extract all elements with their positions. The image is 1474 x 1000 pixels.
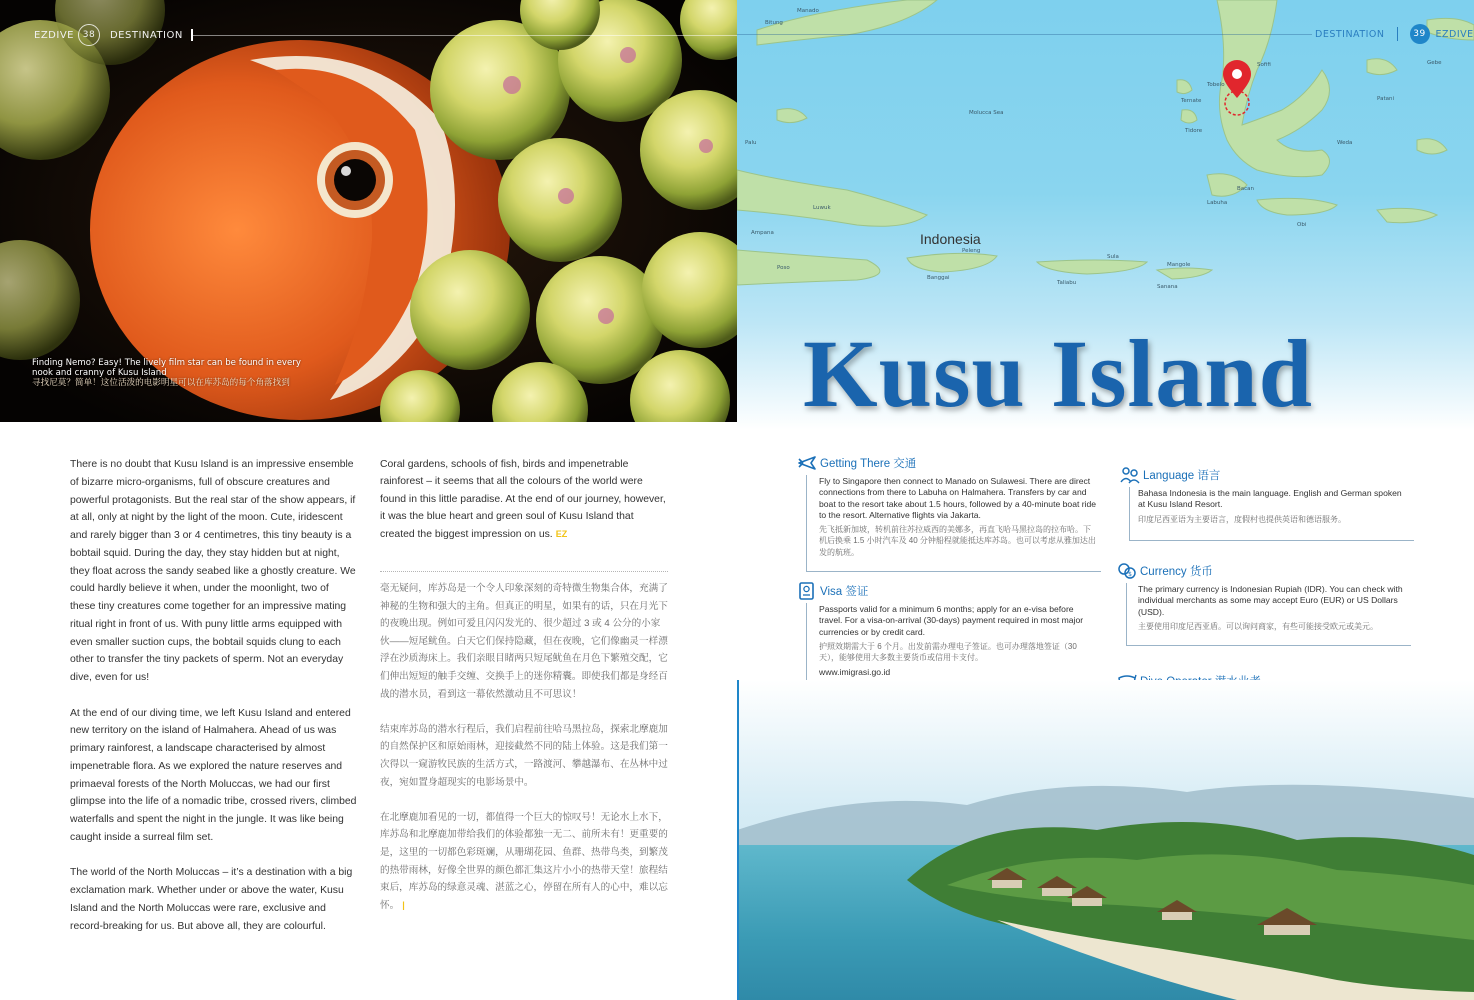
visa-website-link[interactable]: www.imigrasi.go.id (819, 667, 891, 678)
header-rule (193, 35, 737, 36)
map-place-label: Sula (1107, 254, 1119, 260)
header-rule (737, 34, 1312, 35)
info-text-zh: 先飞抵新加坡，转机前往苏拉威西的美娜多，再直飞哈马黑拉岛的拉布哈。下机后换乘 1.5 小时汽车及 40 分钟船程就能抵达库苏岛。也可以考虑从雅加达出发的航班。 (819, 525, 1096, 557)
map-place-label: Luwuk (813, 205, 831, 211)
article-paragraph-zh: 毫无疑问，库苏岛是一个令人印象深刻的奇特微生物集合体，充满了神秘的生物和强大的主角。但真正的明星，如果有的话，只在月光下的夜晚出现。例如可爱且闪闪发光的、很少超过 3 或 4 公分的小家伙——短尾鱿鱼。白天它们保持隐藏，但在夜晚，它们像幽灵一样漂浮在沙质海床上。我们亲眼目睹两只短尾鱿鱼在月色下繁殖交配，它们伸出短短的触手交缠、交换手上的迷你精囊。即使我们都是身经百战的潜水员，看到这一幕依然激动且不可思议！ (380, 583, 668, 700)
language-separator (380, 571, 668, 572)
info-heading (1117, 562, 1405, 580)
article-chinese (380, 580, 668, 914)
map-place-label: Sofifi (1257, 62, 1271, 68)
info-bracket (806, 571, 1101, 572)
article-paragraph: There is no doubt that Kusu Island is an impressive ensemble of bizarre micro-organisms, full of obscure creatures and powerful protagonists. But the real star of the show appears, if at all, only at night by the light of the moon. Cute, iridescent and rarely bigger than 3 or 4 centimetres, this tiny beauty is a bobtail squid. During the day, they stay hidden but at night, they float across the sandy seabed like a ghostly creature. We could hardly believe it when, under the moonlight, two of these tiny creatures come together for an impressive mating ritual right in front of us. With puny little arms equipped with even smaller suction cups, the bobtail squids clung to each other to transfer the tiny packets of sperm. Not an everyday dive, even for us! (70, 459, 356, 683)
map-place-label: Labuha (1207, 200, 1228, 206)
page-number: 38 (78, 24, 100, 46)
caption-zh: 寻找尼莫？简单！这位活泼的电影明星可以在库苏岛的每个角落找到 (32, 378, 290, 388)
heading-text: Language 语言 (1143, 470, 1221, 482)
info-currency (1117, 562, 1405, 632)
island-resort-photo (737, 680, 1474, 1000)
left-page-header (34, 26, 737, 44)
map-place-label: Peleng (962, 248, 981, 254)
map-place-label: Weda (1337, 140, 1353, 146)
map-place-label: Taliabu (1057, 280, 1077, 286)
article-paragraph-en (380, 456, 668, 543)
map-place-label: Manado (797, 8, 819, 14)
magazine-name: EZDIVE (1435, 28, 1474, 40)
map-place-label: Bacan (1237, 186, 1255, 192)
map-place-label: Patani (1377, 96, 1394, 102)
info-bracket (806, 603, 807, 689)
info-text-en: The primary currency is Indonesian Rupiah (IDR). You can check with individual merchants as some may accept Euro (EUR) or US Dollars (USD). (1138, 584, 1403, 617)
info-heading (1120, 466, 1405, 484)
caption-en: Finding Nemo? Easy! The lively film star can be found in every nook and cranny of Kusu Island (32, 358, 301, 378)
info-bracket (1126, 583, 1127, 645)
page-number: 39 (1410, 24, 1430, 44)
ez-end-mark: EZ (555, 528, 568, 539)
info-bracket (1129, 540, 1414, 541)
map-place-label: Tobelo (1207, 82, 1225, 88)
page-title: Kusu Island (803, 320, 1313, 427)
map-place-label: Ternate (1181, 98, 1202, 104)
info-text-zh: 护照效期需大于 6 个月。出发前需办理电子签证。也可办理落地签证（30 天），能够使用大多数主要货币或信用卡支付。 (819, 641, 1077, 663)
article-paragraph-zh: 结束库苏岛的潜水行程后，我们启程前往哈马黑拉岛，探索北摩鹿加的自然保护区和原始雨林，迎接截然不同的陆上体验。这是我们第一次得以一窥游牧民族的生活方式，一路渡河、攀越瀑布、在丛林中过夜，宛如置身超现实的电影场景中。 (380, 723, 668, 788)
info-bracket (806, 475, 807, 571)
coins-icon (1117, 562, 1137, 580)
magazine-name: EZDIVE (34, 29, 74, 41)
map-place-label: Poso (777, 265, 790, 271)
heading-text: Getting There 交通 (820, 458, 917, 470)
info-heading (797, 582, 1097, 600)
info-text-en: Bahasa Indonesia is the main language. English and German spoken at Kusu Island Resort. (1138, 488, 1402, 510)
article-column-2 (380, 456, 668, 932)
map-place-label: Tidore (1185, 128, 1203, 134)
airplane-icon (797, 454, 817, 472)
info-visa (797, 582, 1097, 677)
right-page (737, 0, 1474, 1000)
svg-text:$: $ (1128, 571, 1132, 578)
info-getting-there (797, 454, 1097, 558)
page-edge-accent (737, 680, 739, 1000)
map-place-label: Gebe (1427, 60, 1442, 66)
info-text-en: Passports valid for a minimum 6 months; apply for an e-visa before travel. For a visa-on-arrival (30-days) payment required in most major currencies or by credit card. (819, 604, 1084, 637)
map-place-label: Obi (1297, 222, 1307, 228)
section-label: DESTINATION (1315, 28, 1385, 40)
info-text-en: Fly to Singapore then connect to Manado on Sulawesi. There are direct connections from there to Labuha on Halmahera. Transfers by car and boat to the resort take about 1.5 hours, followed by a 40-minute boat ride to the resort. Alternative flights via Jakarta. (819, 476, 1097, 520)
header-divider (1397, 27, 1398, 41)
info-text-zh: 主要使用印度尼西亚盾。可以询问商家，有些可能接受欧元或美元。 (1138, 621, 1378, 631)
map-place-label: Banggai (927, 275, 950, 281)
map-place-label: Palu (745, 140, 757, 146)
island-illustration (737, 680, 1474, 1000)
map-sea-label: Molucca Sea (969, 110, 1004, 116)
article-paragraph: The world of the North Moluccas – it’s a destination with a big exclamation mark. Whether under or above the water, Kusu Island and the North Moluccas were rare, exclusive and record-breaking for us. But above all, they are colourful. (70, 867, 353, 932)
section-label: DESTINATION (109, 29, 183, 41)
info-language (1120, 466, 1405, 525)
map-place-label: Ampana (751, 230, 774, 236)
zh-final-text: 在北摩鹿加看见的一切，都值得一个巨大的惊叹号！无论水上水下，库苏岛和北摩鹿加带给我们的体验都独一无二、前所未有！更重要的是，这里的一切都色彩斑斓，从珊瑚花园、鱼群、热带鸟类，到繁茂的热带雨林，好像全世界的颜色都汇集这片小小的热带天堂！旅程结束后，库苏岛的绿意灵魂、湛蓝之心，停留在所有人的心中，难以忘怀。 (380, 811, 668, 911)
right-page-header (1315, 24, 1474, 44)
people-talking-icon (1120, 466, 1140, 484)
info-bracket (1129, 487, 1130, 540)
map-country-label: Indonesia (920, 231, 981, 247)
passport-icon (797, 582, 817, 600)
zh-end-mark: | (402, 899, 405, 910)
heading-text: Currency 货币 (1140, 566, 1213, 578)
map-place-label: Bitung (765, 20, 783, 26)
info-heading (797, 454, 1097, 472)
article-paragraph-zh (380, 809, 668, 915)
map-place-label: Mangole (1167, 262, 1191, 268)
heading-text: Visa 签证 (820, 586, 869, 598)
photo-caption (32, 358, 302, 388)
article-paragraph: At the end of our diving time, we left Kusu Island and entered new territory on the island of Halmahera. Ahead of us was primary rainforest, a landscape characterised by almost impenetrable flora. As we explored the nature reserves and primaeval forests of the North Moluccas, we had our first glimpse into the life of a nomadic tribe, crossed rivers, climbed waterfalls and spent the night in the jungle. It was like being caught inside a surreal film set. (70, 707, 357, 843)
column2-en-text: Coral gardens, schools of fish, birds and impenetrable rainforest – it seems that all the colours of the world were found in this little paradise. At the end of our journey, however, it was the blue heart and green soul of Kusu Island that created the biggest impression on us. (380, 459, 666, 540)
map-place-label: Sanana (1157, 284, 1178, 290)
article-column-1 (70, 456, 357, 953)
info-text-zh: 印度尼西亚语为主要语言，度假村也提供英语和德语服务。 (1138, 514, 1346, 524)
info-bracket (1126, 645, 1411, 646)
